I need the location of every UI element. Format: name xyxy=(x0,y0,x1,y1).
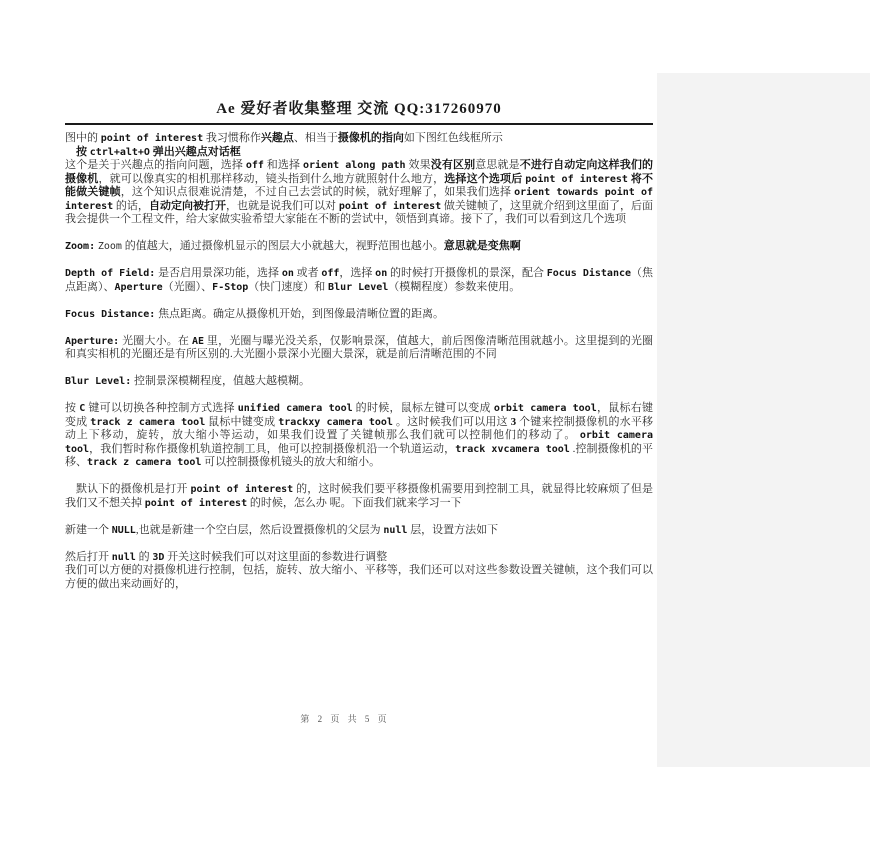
text-run: ，就可以像真实的相机那样移动，镜头指到什么地方就照射什么地方， xyxy=(98,172,445,185)
text-run: 或者 xyxy=(293,267,322,279)
term-run: Zoom: xyxy=(65,241,96,252)
paragraph xyxy=(65,267,653,294)
text-run: ，也就是说我们可以对 xyxy=(226,199,339,212)
paragraph xyxy=(65,524,653,538)
document-body xyxy=(65,132,653,591)
paragraph xyxy=(65,551,653,565)
term-run: Depth of Field: xyxy=(65,268,156,279)
text-run: （光圈）、 xyxy=(162,280,213,293)
term-run: AE xyxy=(191,335,204,347)
term-run: Aperture: xyxy=(65,335,120,347)
paragraph xyxy=(65,132,653,146)
text-run: 。这时候我们可以用这 xyxy=(392,415,511,428)
term-run: off xyxy=(321,268,340,279)
text-run: ，鼠标右键变成 xyxy=(65,402,654,428)
text-run: 3 xyxy=(510,415,517,428)
term-run: null xyxy=(383,524,408,536)
paragraph xyxy=(65,146,653,160)
text-run: 和选择 xyxy=(263,159,303,171)
term-run: off xyxy=(245,160,264,171)
text-run: 效果 xyxy=(405,159,431,171)
text-run: 控制景深模糊程度，值越大越模糊。 xyxy=(131,375,310,387)
paragraph xyxy=(65,483,653,510)
text-run: 没有区别 xyxy=(430,159,476,171)
text-run: 将不能做关键帧 xyxy=(65,172,654,198)
text-run: 的话， xyxy=(113,199,149,212)
paragraph xyxy=(65,308,653,322)
term-run: point of interest xyxy=(525,173,628,185)
text-run: 图中的 xyxy=(65,132,101,144)
term-run: track z camera tool xyxy=(87,457,202,468)
term-run: 3D xyxy=(152,551,165,563)
text-run: 的值越大，通过摄像机显示的图层大小就越大，视野范围也越小。 xyxy=(121,240,444,252)
term-run: orbit camera tool xyxy=(493,403,597,414)
paragraph xyxy=(65,335,653,362)
text-run: 键可以切换各种控制方式选择 xyxy=(85,402,238,414)
paragraph xyxy=(65,159,653,227)
text-run: 摄像机的指向 xyxy=(337,132,404,144)
term-run: orient along path xyxy=(302,160,406,171)
text-run: 这个是关于兴趣点的指向问题，选择 xyxy=(65,159,246,171)
text-run: 选择这个选项后 xyxy=(444,172,526,185)
paragraph xyxy=(65,240,653,254)
text-run: 按 xyxy=(65,402,80,414)
text-run: 自动定向被打开 xyxy=(148,199,226,212)
text-run: 然后打开 xyxy=(65,550,112,563)
text-run: 焦点距离。确定从摄像机开始，到图像最清晰位置的距离。 xyxy=(155,307,445,320)
term-run: Blur Level xyxy=(328,281,389,293)
text-run: 不进行自动定向这样我们的摄像机 xyxy=(65,159,654,185)
text-run: 做关键帧了，这里就介绍到这里面了，后面我会提供一个工程文件，给大家做实验希望大家能在不断的尝试中，领悟到真谛。接下了，我们可以看到这几个选项 xyxy=(65,199,654,225)
term-run: track z camera tool xyxy=(90,416,206,428)
term-run: Zoom xyxy=(97,241,122,252)
term-run: point of interest xyxy=(338,200,442,212)
term-run: unified camera tool xyxy=(237,403,353,414)
term-run: Aperture xyxy=(114,281,163,293)
text-run: 开关这时候我们可以对这里面的参数进行调整 xyxy=(164,550,388,563)
paragraph xyxy=(65,402,653,470)
text-run: 、相当于 xyxy=(293,132,338,144)
term-run: track xvcamera tool xyxy=(455,443,570,455)
text-run: （模糊程度）参数来使用。 xyxy=(388,280,521,293)
term-run: Focus Distance: xyxy=(65,308,156,320)
text-run: 意思就是 xyxy=(475,159,520,171)
paragraph xyxy=(65,375,653,389)
text-run: 按 xyxy=(76,145,90,158)
term-run: NULL xyxy=(111,524,136,536)
text-run: 默认下的摄像机是打开 xyxy=(76,483,191,495)
paragraph xyxy=(65,564,653,591)
text-run: 的时候打开摄像机的景深，配合 xyxy=(387,267,547,279)
text-run: 层，设置方法如下 xyxy=(407,523,499,536)
text-run: 弹出兴趣点对话框 xyxy=(149,145,241,158)
text-run: ,也就是新建一个空白层，然后设置摄像机的父层为 xyxy=(135,523,384,536)
text-run: 兴趣点 xyxy=(260,132,294,144)
text-run: 里，光圈与曝光没关系，仅影响景深，值越大，前后图像清晰范围就越小。这里提到的光圈和真实相机的光圈还是有所区别的.大光圈小景深小光圈大景深，就是前后清晰范围的不同 xyxy=(65,334,654,360)
text-run: 的，这时候我们要平移摄像机需要用到控制工具，就显得比较麻烦了但是我们又不想关掉 xyxy=(65,483,653,509)
text-run: 的 xyxy=(135,550,153,563)
text-run: 是否启用景深功能，选择 xyxy=(155,267,282,279)
document-header-title: Ae 爱好者收集整理 交流 QQ:317260970 xyxy=(65,97,653,125)
text-run: ，选择 xyxy=(339,267,376,279)
term-run: orient towards point of interest xyxy=(65,187,654,212)
text-run: （快门速度）和 xyxy=(248,280,329,293)
text-run: 新建一个 xyxy=(65,523,112,536)
text-run: 的时候，鼠标左键可以变成 xyxy=(352,402,494,414)
text-run: 意思就是变焦啊 xyxy=(443,240,521,252)
text-run: 如下图红色线框所示 xyxy=(403,132,503,144)
term-run: orbit camera tool xyxy=(65,430,653,455)
text-run: .控制摄像机的平移、 xyxy=(65,442,654,468)
text-run: （焦点距离）、 xyxy=(65,267,654,293)
term-run: trackxy camera tool xyxy=(278,416,393,428)
term-run: ctrl+alt+O xyxy=(89,146,150,158)
term-run: Blur Level: xyxy=(65,376,132,387)
term-run: C xyxy=(79,403,86,414)
term-run: point of interest xyxy=(100,133,204,144)
page-gutter-panel xyxy=(657,73,870,767)
text-run: 的时候，怎么办 呢。下面我们就来学习一下 xyxy=(247,496,462,509)
term-run: point of interest xyxy=(144,497,248,509)
text-run: 鼠标中键变成 xyxy=(205,415,279,428)
document-page xyxy=(65,97,653,591)
text-run: 光圈大小。在 xyxy=(119,334,192,347)
text-run: ，这个知识点很难说清楚，不过自己去尝试的时候，就好理解了，如果我们选择 xyxy=(120,186,515,198)
text-run: 个键来控制摄像机的水平移动上下移动，旋转，放大缩小等运动，如果我们设置了关键帧那么我们就可以控制他们的移动了。 xyxy=(65,415,654,441)
page-number-footer: 第 2 页 共 5 页 xyxy=(300,714,390,724)
term-run: F-Stop xyxy=(212,281,249,293)
term-run: on xyxy=(375,268,388,279)
text-run: 我们可以方便的对摄像机进行控制，包括，旋转、放大缩小、平移等，我们还可以对这些参数设置关键帧，这个我们可以方便的做出来动画好的， xyxy=(65,564,653,590)
text-run: 可以控制摄像机镜头的放大和缩小。 xyxy=(201,456,381,468)
term-run: Focus Distance xyxy=(546,268,632,279)
term-run: null xyxy=(111,551,136,563)
term-run: point of interest xyxy=(190,484,294,495)
text-run: 我习惯称作 xyxy=(203,132,261,144)
text-run: ，我们暂时称作摄像机轨道控制工具，他可以控制摄像机沿一个轨道运动， xyxy=(89,442,456,455)
term-run: on xyxy=(281,268,294,279)
